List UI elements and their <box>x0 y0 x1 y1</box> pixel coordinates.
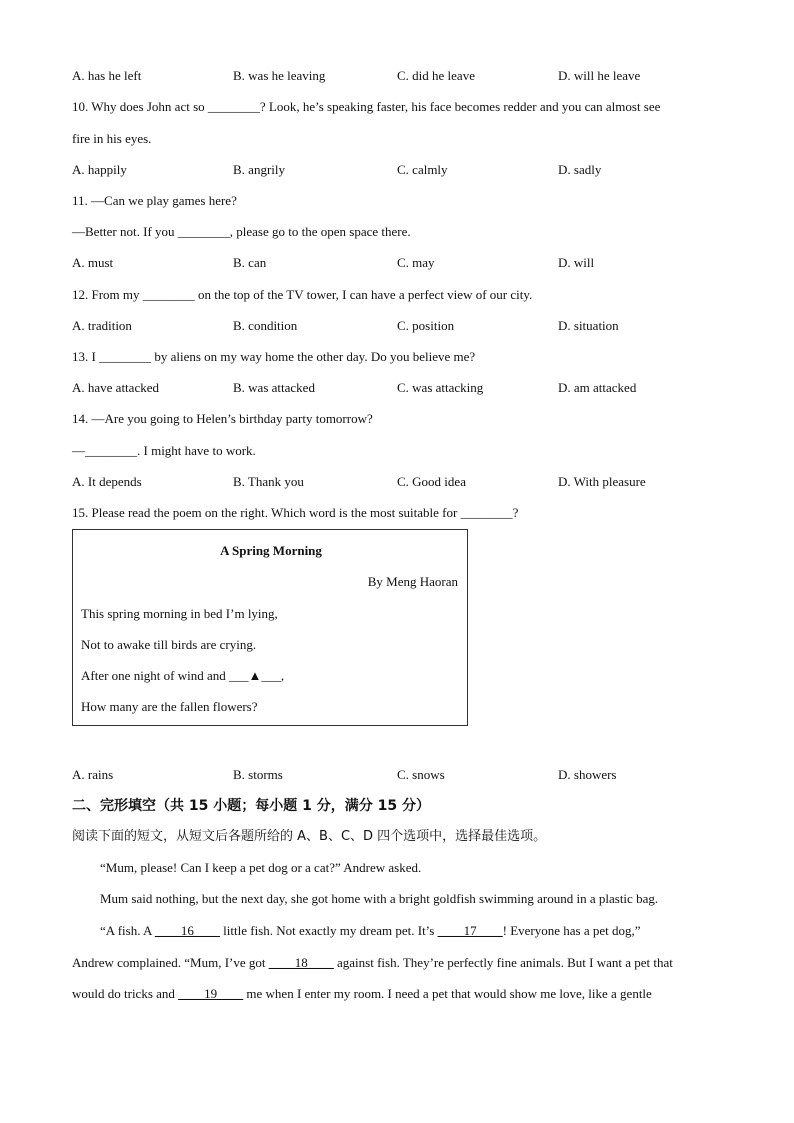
passage-text: “A fish. A <box>100 923 155 938</box>
q10-options <box>72 162 732 178</box>
q11-option-b: B. can <box>233 255 267 270</box>
q10-option-b: B. angrily <box>233 162 285 177</box>
section-instruction: 阅读下面的短文，从短文后各题所给的 A、B、C、D 四个选项中，选择最佳选项。 <box>72 829 547 844</box>
q11-option-c: C. may <box>397 255 435 270</box>
q10-stem-line1: 10. Why does John act so ________? Look, he’s speaking faster, his face becomes redder and you can almost see <box>72 99 661 114</box>
q13-option-a: A. have attacked <box>72 380 159 395</box>
passage-text: Andrew complained. “Mum, I’ve got <box>72 955 269 970</box>
q15-option-b: B. storms <box>233 767 283 782</box>
q13-option-b: B. was attacked <box>233 380 315 395</box>
blank-19: ____19____ <box>178 986 244 1001</box>
poem-line-4: How many are the fallen flowers? <box>81 699 258 714</box>
q9-option-c: C. did he leave <box>397 68 475 83</box>
q12-option-b: B. condition <box>233 318 298 333</box>
q9-option-a: A. has he left <box>72 68 142 83</box>
q12-option-a: A. tradition <box>72 318 132 333</box>
q11-options <box>72 255 732 271</box>
q14-option-d: D. With pleasure <box>558 474 646 489</box>
q11-option-d: D. will <box>558 255 595 270</box>
passage-text: ! Everyone has a pet dog,” <box>502 923 641 938</box>
section-heading: 二、完形填空（共 15 小题；每小题 1 分，满分 15 分） <box>72 798 430 814</box>
q14-option-c: C. Good idea <box>397 474 466 489</box>
q15-option-c: C. snows <box>397 767 445 782</box>
poem-line-3: After one night of wind and ___▲___, <box>81 668 285 683</box>
q13-stem: 13. I ________ by aliens on my way home the other day. Do you believe me? <box>72 349 476 364</box>
q14-options <box>72 474 732 490</box>
poem-title: A Spring Morning <box>220 543 322 558</box>
q9-option-b: B. was he leaving <box>233 68 326 83</box>
passage-line-4 <box>72 955 673 971</box>
q13-option-c: C. was attacking <box>397 380 484 395</box>
q13-option-d: D. am attacked <box>558 380 637 395</box>
q10-option-a: A. happily <box>72 162 127 177</box>
poem-box <box>72 529 468 726</box>
passage-text: against fish. They’re perfectly fine animals. But I want a pet that <box>333 955 673 970</box>
q10-option-c: C. calmly <box>397 162 448 177</box>
q15-option-a: A. rains <box>72 767 114 782</box>
q10-option-d: D. sadly <box>558 162 602 177</box>
q13-options <box>72 380 732 396</box>
passage-line-3 <box>100 923 641 939</box>
q12-option-d: D. situation <box>558 318 619 333</box>
q14-option-b: B. Thank you <box>233 474 304 489</box>
passage-paragraph-1: “Mum, please! Can I keep a pet dog or a cat?” Andrew asked. <box>100 860 422 875</box>
blank-18: ____18____ <box>268 955 334 970</box>
q11-option-a: A. must <box>72 255 114 270</box>
q12-options <box>72 318 732 334</box>
passage-paragraph-2: Mum said nothing, but the next day, she got home with a bright goldfish swimming around in a plastic bag. <box>100 891 659 906</box>
passage-text: me when I enter my room. I need a pet that would show me love, like a gentle <box>243 986 652 1001</box>
passage-text: would do tricks and <box>72 986 179 1001</box>
passage-line-5 <box>72 986 652 1002</box>
q10-stem-line2: fire in his eyes. <box>72 131 152 146</box>
q14-stem-line1: 14. —Are you going to Helen’s birthday party tomorrow? <box>72 411 373 426</box>
poem-line-2: Not to awake till birds are crying. <box>81 637 257 652</box>
q15-option-d: D. showers <box>558 767 617 782</box>
q14-option-a: A. It depends <box>72 474 142 489</box>
blank-17: ____17____ <box>437 923 503 938</box>
q12-stem: 12. From my ________ on the top of the TV tower, I can have a perfect view of our city. <box>72 287 533 302</box>
q9-option-d: D. will he leave <box>558 68 641 83</box>
q12-option-c: C. position <box>397 318 455 333</box>
q14-stem-line2: —________. I might have to work. <box>72 443 256 458</box>
q15-options <box>72 767 732 783</box>
q9-options <box>72 68 732 84</box>
passage-text: little fish. Not exactly my dream pet. It’s <box>219 923 438 938</box>
poem-line-1: This spring morning in bed I’m lying, <box>81 606 278 621</box>
q15-stem: 15. Please read the poem on the right. Which word is the most suitable for ________? <box>72 505 519 520</box>
q11-stem-line2: —Better not. If you ________, please go to the open space there. <box>72 224 411 239</box>
poem-author: By Meng Haoran <box>367 574 458 589</box>
blank-16: ____16____ <box>154 923 220 938</box>
q11-stem-line1: 11. —Can we play games here? <box>72 193 237 208</box>
